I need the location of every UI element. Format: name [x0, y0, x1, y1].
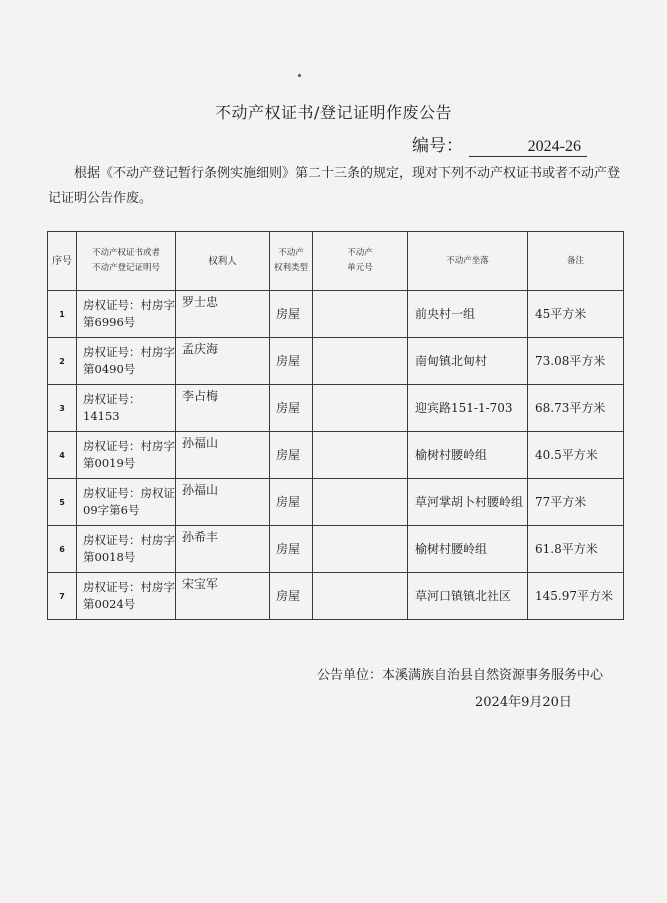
row-location: 草河掌胡卜村腰岭组	[408, 479, 528, 526]
certificate-line1: 房权证号：房权证	[83, 486, 175, 500]
header-certificate-line2: 不动产登记证明号	[91, 263, 160, 273]
header-right-type-line2: 权利类型	[273, 263, 308, 273]
number-label: 编号：	[412, 136, 463, 156]
header-owner: 权利人	[176, 232, 270, 291]
intro-paragraph: 根据《不动产登记暂行条例实施细则》第二十三条的规定，现对下列不动产权证书或者不动产登记证明公告作废。	[48, 166, 621, 206]
row-seq: 6	[48, 526, 77, 573]
row-certificate	[77, 526, 176, 573]
row-certificate	[77, 338, 176, 385]
table-row	[48, 479, 624, 526]
issuing-unit: 公告单位：本溪满族自治县自然资源事务服务中心	[317, 668, 604, 683]
row-owner: 孟庆海	[176, 338, 270, 385]
number-value: 2024-26	[469, 138, 587, 157]
table-row	[48, 573, 624, 620]
certificate-line1: 房权证号：村房字	[83, 345, 175, 359]
row-note: 145.97平方米	[528, 573, 624, 620]
row-note: 61.8平方米	[528, 526, 624, 573]
header-right-type-line1: 不动产	[278, 248, 304, 258]
row-location: 草河口镇镇北社区	[408, 573, 528, 620]
certificate-line2: 第0024号	[83, 597, 136, 611]
row-seq: 3	[48, 385, 77, 432]
header-unit-number-line1: 不动产	[347, 248, 373, 258]
header-seq: 序号	[48, 232, 77, 291]
certificate-line1: 房权证号：村房字	[83, 298, 175, 312]
header-right-type	[270, 232, 313, 291]
certificate-line2: 09字第6号	[83, 503, 140, 517]
row-unit-number	[313, 526, 408, 573]
header-note: 备注	[528, 232, 624, 291]
certificate-line1: 房权证号：村房字	[83, 439, 175, 453]
table-row	[48, 291, 624, 338]
row-owner: 孙福山	[176, 479, 270, 526]
certificate-line2: 第0018号	[83, 550, 136, 564]
row-right-type: 房屋	[270, 291, 313, 338]
row-certificate	[77, 432, 176, 479]
table-header-row	[48, 232, 624, 291]
header-certificate-line1: 不动产权证书或者	[91, 248, 160, 258]
table-row	[48, 338, 624, 385]
row-owner: 宋宝军	[176, 573, 270, 620]
row-seq: 1	[48, 291, 77, 338]
certificate-line2: 第0490号	[83, 362, 136, 376]
document-number	[412, 131, 587, 157]
issue-date: 2024年9月20日	[475, 695, 572, 710]
row-location: 榆树村腰岭组	[408, 432, 528, 479]
row-certificate	[77, 291, 176, 338]
row-unit-number	[313, 291, 408, 338]
row-note: 45平方米	[528, 291, 624, 338]
row-location: 前央村一组	[408, 291, 528, 338]
paper-speck	[298, 74, 301, 77]
row-owner: 孙福山	[176, 432, 270, 479]
row-right-type: 房屋	[270, 338, 313, 385]
row-right-type: 房屋	[270, 432, 313, 479]
row-certificate	[77, 479, 176, 526]
row-seq: 5	[48, 479, 77, 526]
table-row	[48, 526, 624, 573]
table-row	[48, 432, 624, 479]
row-owner: 李占梅	[176, 385, 270, 432]
table-row	[48, 385, 624, 432]
row-owner: 罗士忠	[176, 291, 270, 338]
header-certificate	[77, 232, 176, 291]
row-unit-number	[313, 479, 408, 526]
row-unit-number	[313, 573, 408, 620]
header-unit-number	[313, 232, 408, 291]
certificate-line2: 第6996号	[83, 315, 136, 329]
row-right-type: 房屋	[270, 385, 313, 432]
header-unit-number-line2: 单元号	[347, 263, 373, 273]
certificate-line2: 第0019号	[83, 456, 136, 470]
row-certificate	[77, 573, 176, 620]
row-seq: 4	[48, 432, 77, 479]
row-certificate	[77, 385, 176, 432]
row-owner: 孙希丰	[176, 526, 270, 573]
header-location: 不动产坐落	[408, 232, 528, 291]
row-note: 40.5平方米	[528, 432, 624, 479]
row-note: 68.73平方米	[528, 385, 624, 432]
void-certificate-table	[47, 231, 624, 620]
row-seq: 7	[48, 573, 77, 620]
row-right-type: 房屋	[270, 479, 313, 526]
row-seq: 2	[48, 338, 77, 385]
row-note: 77平方米	[528, 479, 624, 526]
row-right-type: 房屋	[270, 573, 313, 620]
row-right-type: 房屋	[270, 526, 313, 573]
row-unit-number	[313, 338, 408, 385]
row-location: 南甸镇北甸村	[408, 338, 528, 385]
document-title: 不动产权证书/登记证明作废公告	[215, 103, 452, 122]
certificate-line1: 房权证号：村房字	[83, 533, 175, 547]
row-location: 榆树村腰岭组	[408, 526, 528, 573]
row-unit-number	[313, 432, 408, 479]
certificate-line1: 房权证号：村房字	[83, 580, 175, 594]
row-unit-number	[313, 385, 408, 432]
row-note: 73.08平方米	[528, 338, 624, 385]
certificate-line1: 房权证号：14153	[83, 392, 141, 423]
row-location: 迎宾路151-1-703	[408, 385, 528, 432]
